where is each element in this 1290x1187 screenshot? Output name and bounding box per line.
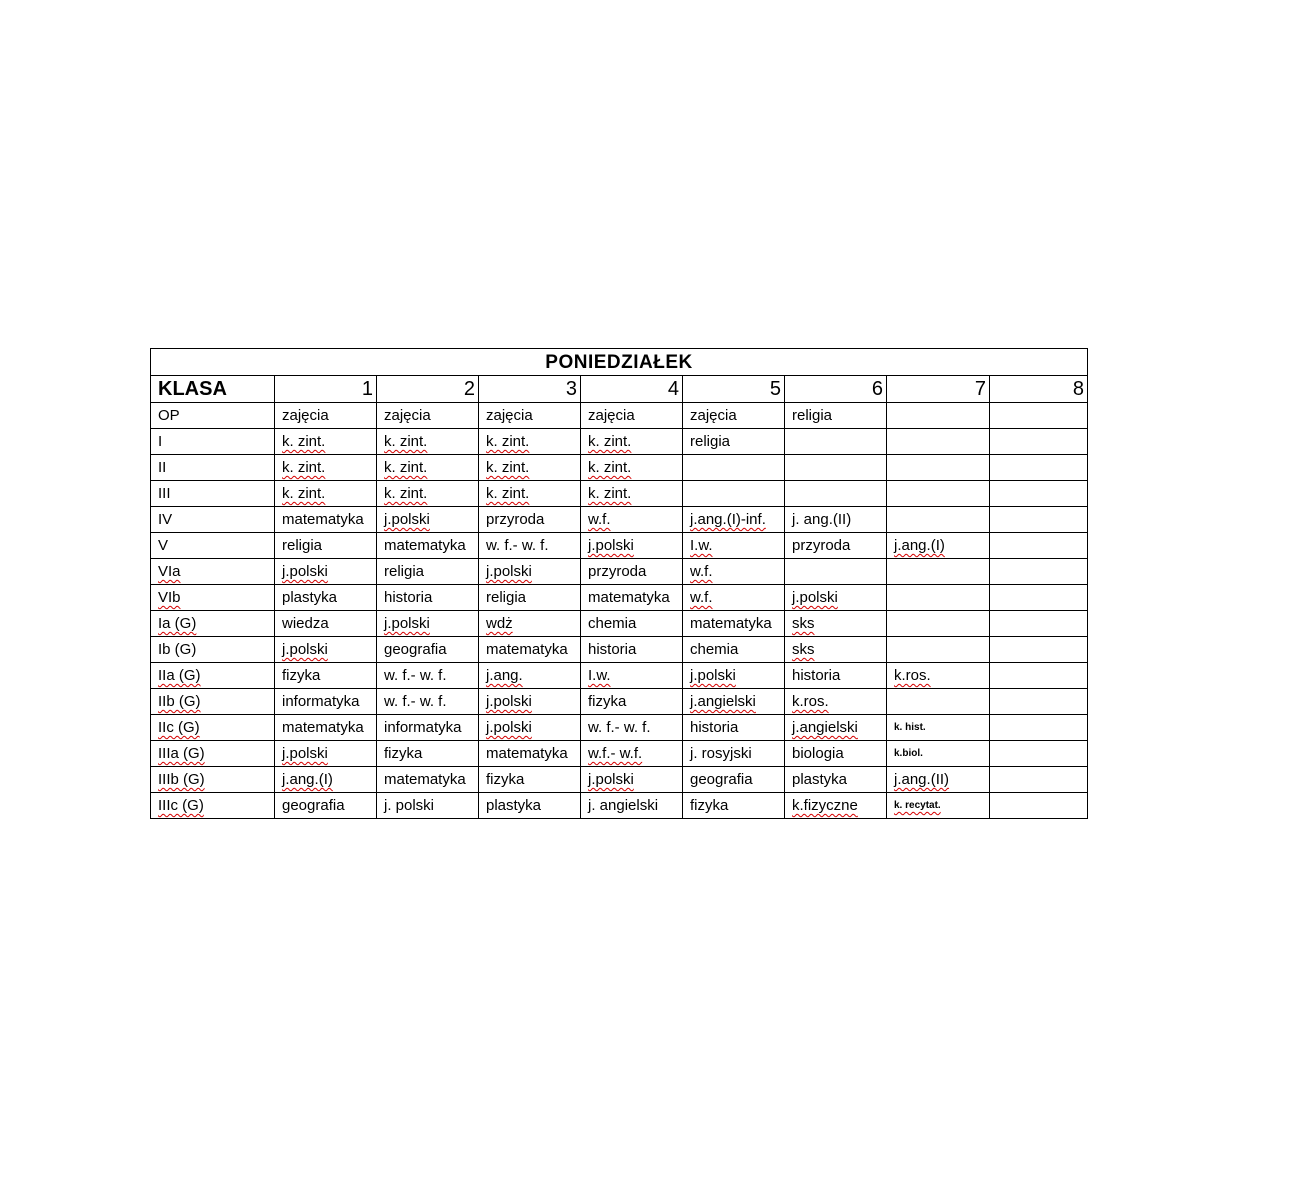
- lesson-cell: [887, 507, 990, 533]
- header-row: [151, 376, 1088, 403]
- lesson-cell: [377, 793, 479, 819]
- lesson-text: j. ang.(II): [792, 511, 852, 528]
- lesson-text: matematyka: [282, 511, 364, 528]
- lesson-cell: [990, 507, 1088, 533]
- lesson-cell: [275, 455, 377, 481]
- lesson-cell: [581, 507, 683, 533]
- lesson-text: j.polski: [486, 563, 532, 580]
- lesson-cell: [887, 637, 990, 663]
- lesson-cell: [581, 663, 683, 689]
- lesson-text: historia: [792, 667, 841, 684]
- lesson-text: k. zint.: [282, 433, 326, 450]
- lesson-text: j.ang.(I)-inf.: [690, 511, 766, 528]
- class-name: VIb: [158, 589, 181, 606]
- table-row: [151, 715, 1088, 741]
- header-klasa: KLASA: [151, 376, 275, 403]
- lesson-cell: [581, 559, 683, 585]
- lesson-cell: [683, 689, 785, 715]
- lesson-cell: [581, 481, 683, 507]
- lesson-text: w. f.- w. f.: [486, 537, 549, 554]
- lesson-cell: [377, 403, 479, 429]
- header-period-1: 1: [275, 376, 377, 403]
- lesson-cell: [990, 663, 1088, 689]
- table-row: [151, 793, 1088, 819]
- lesson-cell: [377, 715, 479, 741]
- lesson-text: sks: [792, 615, 815, 632]
- class-name-cell: [151, 767, 275, 793]
- lesson-cell: [377, 559, 479, 585]
- lesson-text: k. zint.: [588, 485, 632, 502]
- class-name-cell: [151, 481, 275, 507]
- lesson-text: k.biol.: [894, 748, 923, 759]
- lesson-cell: [683, 715, 785, 741]
- lesson-text: plastyka: [282, 589, 338, 606]
- class-name: I: [158, 433, 163, 450]
- table-row: [151, 663, 1088, 689]
- lesson-cell: [785, 455, 887, 481]
- lesson-text: zajęcia: [588, 407, 635, 424]
- lesson-cell: [683, 533, 785, 559]
- lesson-text: zajęcia: [282, 407, 329, 424]
- lesson-text: k. zint.: [384, 485, 428, 502]
- table-title: PONIEDZIAŁEK: [151, 349, 1088, 376]
- table-row: [151, 533, 1088, 559]
- lesson-text: k. hist.: [894, 722, 926, 733]
- class-name-cell: [151, 455, 275, 481]
- lesson-cell: [990, 611, 1088, 637]
- lesson-cell: [479, 403, 581, 429]
- lesson-cell: [887, 455, 990, 481]
- class-name-cell: [151, 663, 275, 689]
- lesson-cell: [581, 715, 683, 741]
- timetable: [150, 348, 1088, 819]
- lesson-cell: [887, 585, 990, 611]
- lesson-cell: [377, 611, 479, 637]
- timetable-body: [151, 403, 1088, 819]
- lesson-cell: [377, 507, 479, 533]
- lesson-cell: [990, 793, 1088, 819]
- lesson-cell: [785, 429, 887, 455]
- lesson-text: k.ros.: [792, 693, 829, 710]
- lesson-text: chemia: [588, 615, 637, 632]
- lesson-cell: [785, 533, 887, 559]
- lesson-text: geografia: [282, 797, 345, 814]
- lesson-text: chemia: [690, 641, 739, 658]
- lesson-cell: [479, 559, 581, 585]
- lesson-text: geografia: [384, 641, 447, 658]
- lesson-cell: [683, 507, 785, 533]
- lesson-cell: [581, 741, 683, 767]
- lesson-text: matematyka: [384, 771, 466, 788]
- table-row: [151, 403, 1088, 429]
- lesson-cell: [377, 533, 479, 559]
- lesson-text: plastyka: [486, 797, 542, 814]
- lesson-text: j.polski: [282, 745, 328, 762]
- lesson-text: j.angielski: [690, 693, 756, 710]
- lesson-cell: [275, 715, 377, 741]
- lesson-cell: [683, 637, 785, 663]
- table-row: [151, 455, 1088, 481]
- lesson-cell: [785, 767, 887, 793]
- lesson-text: przyroda: [588, 563, 647, 580]
- lesson-text: matematyka: [690, 615, 772, 632]
- lesson-text: j. angielski: [588, 797, 659, 814]
- class-name-cell: [151, 611, 275, 637]
- lesson-cell: [581, 793, 683, 819]
- lesson-cell: [275, 637, 377, 663]
- lesson-cell: [479, 793, 581, 819]
- lesson-cell: [683, 481, 785, 507]
- table-row: [151, 741, 1088, 767]
- lesson-cell: [377, 429, 479, 455]
- lesson-cell: [785, 403, 887, 429]
- lesson-text: historia: [690, 719, 739, 736]
- class-name: IIc (G): [158, 719, 200, 736]
- lesson-text: przyroda: [792, 537, 851, 554]
- lesson-cell: [683, 663, 785, 689]
- lesson-text: wiedza: [282, 615, 329, 632]
- lesson-cell: [887, 663, 990, 689]
- header-period-3: 3: [479, 376, 581, 403]
- class-name: IV: [158, 511, 173, 528]
- lesson-text: religia: [282, 537, 323, 554]
- table-row: [151, 767, 1088, 793]
- class-name: IIb (G): [158, 693, 201, 710]
- class-name: II: [158, 459, 167, 476]
- lesson-cell: [990, 481, 1088, 507]
- lesson-cell: [377, 767, 479, 793]
- lesson-text: k. zint.: [588, 433, 632, 450]
- lesson-cell: [275, 403, 377, 429]
- lesson-text: religia: [486, 589, 527, 606]
- lesson-text: k. zint.: [486, 485, 530, 502]
- lesson-text: fizyka: [690, 797, 729, 814]
- lesson-cell: [377, 455, 479, 481]
- lesson-cell: [479, 585, 581, 611]
- lesson-text: w. f.- w. f.: [588, 719, 651, 736]
- lesson-cell: [887, 793, 990, 819]
- lesson-text: religia: [384, 563, 425, 580]
- lesson-cell: [990, 429, 1088, 455]
- lesson-cell: [275, 663, 377, 689]
- lesson-text: j.polski: [792, 589, 838, 606]
- header-period-8: 8: [990, 376, 1088, 403]
- lesson-cell: [275, 507, 377, 533]
- lesson-cell: [990, 455, 1088, 481]
- lesson-text: w.f.- w.f.: [588, 745, 643, 762]
- lesson-cell: [785, 559, 887, 585]
- lesson-cell: [377, 663, 479, 689]
- lesson-text: fizyka: [384, 745, 423, 762]
- lesson-cell: [479, 533, 581, 559]
- lesson-cell: [683, 429, 785, 455]
- lesson-cell: [887, 741, 990, 767]
- lesson-cell: [990, 533, 1088, 559]
- lesson-text: matematyka: [588, 589, 670, 606]
- lesson-cell: [275, 585, 377, 611]
- lesson-cell: [887, 429, 990, 455]
- lesson-text: k. recytat.: [894, 800, 941, 811]
- lesson-cell: [377, 585, 479, 611]
- lesson-cell: [887, 403, 990, 429]
- lesson-cell: [887, 689, 990, 715]
- lesson-cell: [479, 689, 581, 715]
- lesson-text: j.polski: [282, 641, 328, 658]
- lesson-text: k. zint.: [384, 459, 428, 476]
- table-row: [151, 637, 1088, 663]
- header-period-2: 2: [377, 376, 479, 403]
- lesson-cell: [683, 741, 785, 767]
- lesson-cell: [785, 689, 887, 715]
- class-name-cell: [151, 507, 275, 533]
- lesson-cell: [479, 455, 581, 481]
- lesson-text: sks: [792, 641, 815, 658]
- class-name: Ia (G): [158, 615, 197, 632]
- lesson-cell: [990, 741, 1088, 767]
- lesson-text: informatyka: [384, 719, 462, 736]
- lesson-cell: [683, 403, 785, 429]
- lesson-cell: [887, 481, 990, 507]
- class-name: III: [158, 485, 171, 502]
- lesson-text: zajęcia: [690, 407, 737, 424]
- lesson-text: biologia: [792, 745, 844, 762]
- lesson-text: wdż: [486, 615, 513, 632]
- lesson-cell: [785, 611, 887, 637]
- lesson-text: matematyka: [282, 719, 364, 736]
- lesson-text: j.polski: [690, 667, 736, 684]
- lesson-text: w.f.: [690, 589, 713, 606]
- lesson-cell: [479, 663, 581, 689]
- class-name-cell: [151, 715, 275, 741]
- class-name: VIa: [158, 563, 181, 580]
- lesson-cell: [581, 585, 683, 611]
- table-row: [151, 689, 1088, 715]
- lesson-text: k. zint.: [588, 459, 632, 476]
- lesson-cell: [275, 481, 377, 507]
- lesson-cell: [990, 715, 1088, 741]
- lesson-cell: [275, 533, 377, 559]
- table-row: [151, 559, 1088, 585]
- header-period-7: 7: [887, 376, 990, 403]
- lesson-cell: [275, 741, 377, 767]
- lesson-cell: [785, 637, 887, 663]
- lesson-cell: [785, 585, 887, 611]
- lesson-cell: [377, 741, 479, 767]
- lesson-text: w.f.: [690, 563, 713, 580]
- lesson-text: matematyka: [486, 641, 568, 658]
- lesson-text: j.polski: [588, 537, 634, 554]
- lesson-text: fizyka: [486, 771, 525, 788]
- lesson-text: I.w.: [588, 667, 611, 684]
- lesson-cell: [887, 533, 990, 559]
- lesson-text: j.angielski: [792, 719, 858, 736]
- class-name-cell: [151, 533, 275, 559]
- lesson-text: geografia: [690, 771, 753, 788]
- lesson-cell: [887, 559, 990, 585]
- lesson-cell: [990, 767, 1088, 793]
- class-name: IIa (G): [158, 667, 201, 684]
- lesson-cell: [990, 637, 1088, 663]
- lesson-text: k. zint.: [486, 459, 530, 476]
- lesson-cell: [990, 403, 1088, 429]
- lesson-cell: [377, 689, 479, 715]
- lesson-cell: [683, 559, 785, 585]
- lesson-text: k. zint.: [486, 433, 530, 450]
- lesson-cell: [785, 507, 887, 533]
- class-name: IIIc (G): [158, 797, 204, 814]
- lesson-text: plastyka: [792, 771, 848, 788]
- lesson-text: k. zint.: [282, 459, 326, 476]
- lesson-cell: [275, 429, 377, 455]
- table-row: [151, 429, 1088, 455]
- lesson-text: zajęcia: [486, 407, 533, 424]
- lesson-cell: [581, 455, 683, 481]
- lesson-cell: [785, 741, 887, 767]
- lesson-cell: [581, 429, 683, 455]
- lesson-text: historia: [588, 641, 637, 658]
- lesson-cell: [683, 767, 785, 793]
- header-period-6: 6: [785, 376, 887, 403]
- class-name-cell: [151, 793, 275, 819]
- lesson-cell: [479, 741, 581, 767]
- lesson-cell: [377, 637, 479, 663]
- lesson-cell: [581, 637, 683, 663]
- class-name: V: [158, 537, 169, 554]
- lesson-cell: [683, 793, 785, 819]
- lesson-text: przyroda: [486, 511, 545, 528]
- lesson-text: j. polski: [384, 797, 435, 814]
- lesson-cell: [479, 715, 581, 741]
- lesson-text: I.w.: [690, 537, 713, 554]
- lesson-text: j.polski: [486, 719, 532, 736]
- lesson-cell: [275, 689, 377, 715]
- lesson-cell: [479, 637, 581, 663]
- lesson-cell: [377, 481, 479, 507]
- header-period-4: 4: [581, 376, 683, 403]
- lesson-cell: [785, 663, 887, 689]
- lesson-cell: [785, 793, 887, 819]
- lesson-text: k. zint.: [384, 433, 428, 450]
- lesson-text: j.polski: [282, 563, 328, 580]
- lesson-cell: [275, 793, 377, 819]
- lesson-cell: [479, 429, 581, 455]
- lesson-cell: [887, 767, 990, 793]
- lesson-cell: [990, 559, 1088, 585]
- title-row: [151, 349, 1088, 376]
- class-name-cell: [151, 403, 275, 429]
- table-row: [151, 585, 1088, 611]
- lesson-text: k.fizyczne: [792, 797, 858, 814]
- lesson-cell: [683, 455, 785, 481]
- lesson-cell: [683, 611, 785, 637]
- lesson-text: w. f.- w. f.: [384, 667, 447, 684]
- class-name: IIIa (G): [158, 745, 205, 762]
- header-period-5: 5: [683, 376, 785, 403]
- lesson-cell: [479, 481, 581, 507]
- lesson-cell: [479, 767, 581, 793]
- table-row: [151, 481, 1088, 507]
- lesson-cell: [581, 611, 683, 637]
- lesson-cell: [581, 767, 683, 793]
- lesson-text: religia: [792, 407, 833, 424]
- lesson-cell: [990, 585, 1088, 611]
- class-name-cell: [151, 689, 275, 715]
- class-name: Ib (G): [158, 641, 197, 658]
- class-name: OP: [158, 407, 180, 424]
- lesson-text: w.f.: [588, 511, 611, 528]
- lesson-cell: [581, 689, 683, 715]
- lesson-cell: [887, 611, 990, 637]
- lesson-text: j.polski: [384, 511, 430, 528]
- class-name-cell: [151, 429, 275, 455]
- lesson-cell: [581, 403, 683, 429]
- class-name: IIIb (G): [158, 771, 205, 788]
- lesson-text: k.ros.: [894, 667, 931, 684]
- lesson-cell: [479, 611, 581, 637]
- lesson-text: fizyka: [588, 693, 627, 710]
- lesson-cell: [785, 481, 887, 507]
- lesson-text: j.ang.(I): [894, 537, 945, 554]
- lesson-text: j.polski: [588, 771, 634, 788]
- lesson-cell: [990, 689, 1088, 715]
- lesson-cell: [785, 715, 887, 741]
- lesson-text: matematyka: [384, 537, 466, 554]
- lesson-text: j. rosyjski: [690, 745, 752, 762]
- class-name-cell: [151, 637, 275, 663]
- lesson-text: matematyka: [486, 745, 568, 762]
- lesson-cell: [275, 611, 377, 637]
- class-name-cell: [151, 559, 275, 585]
- table-row: [151, 507, 1088, 533]
- lesson-cell: [887, 715, 990, 741]
- lesson-cell: [275, 767, 377, 793]
- lesson-text: j.ang.(II): [894, 771, 950, 788]
- lesson-text: informatyka: [282, 693, 360, 710]
- lesson-text: historia: [384, 589, 433, 606]
- lesson-text: religia: [690, 433, 731, 450]
- lesson-text: k. zint.: [282, 485, 326, 502]
- lesson-cell: [275, 559, 377, 585]
- table-row: [151, 611, 1088, 637]
- lesson-text: fizyka: [282, 667, 321, 684]
- lesson-cell: [479, 507, 581, 533]
- class-name-cell: [151, 585, 275, 611]
- lesson-text: w. f.- w. f.: [384, 693, 447, 710]
- lesson-cell: [581, 533, 683, 559]
- lesson-text: j.polski: [486, 693, 532, 710]
- lesson-text: j.ang.(I): [282, 771, 333, 788]
- lesson-cell: [683, 585, 785, 611]
- class-name-cell: [151, 741, 275, 767]
- lesson-text: j.polski: [384, 615, 430, 632]
- lesson-text: j.ang.: [486, 667, 523, 684]
- lesson-text: zajęcia: [384, 407, 431, 424]
